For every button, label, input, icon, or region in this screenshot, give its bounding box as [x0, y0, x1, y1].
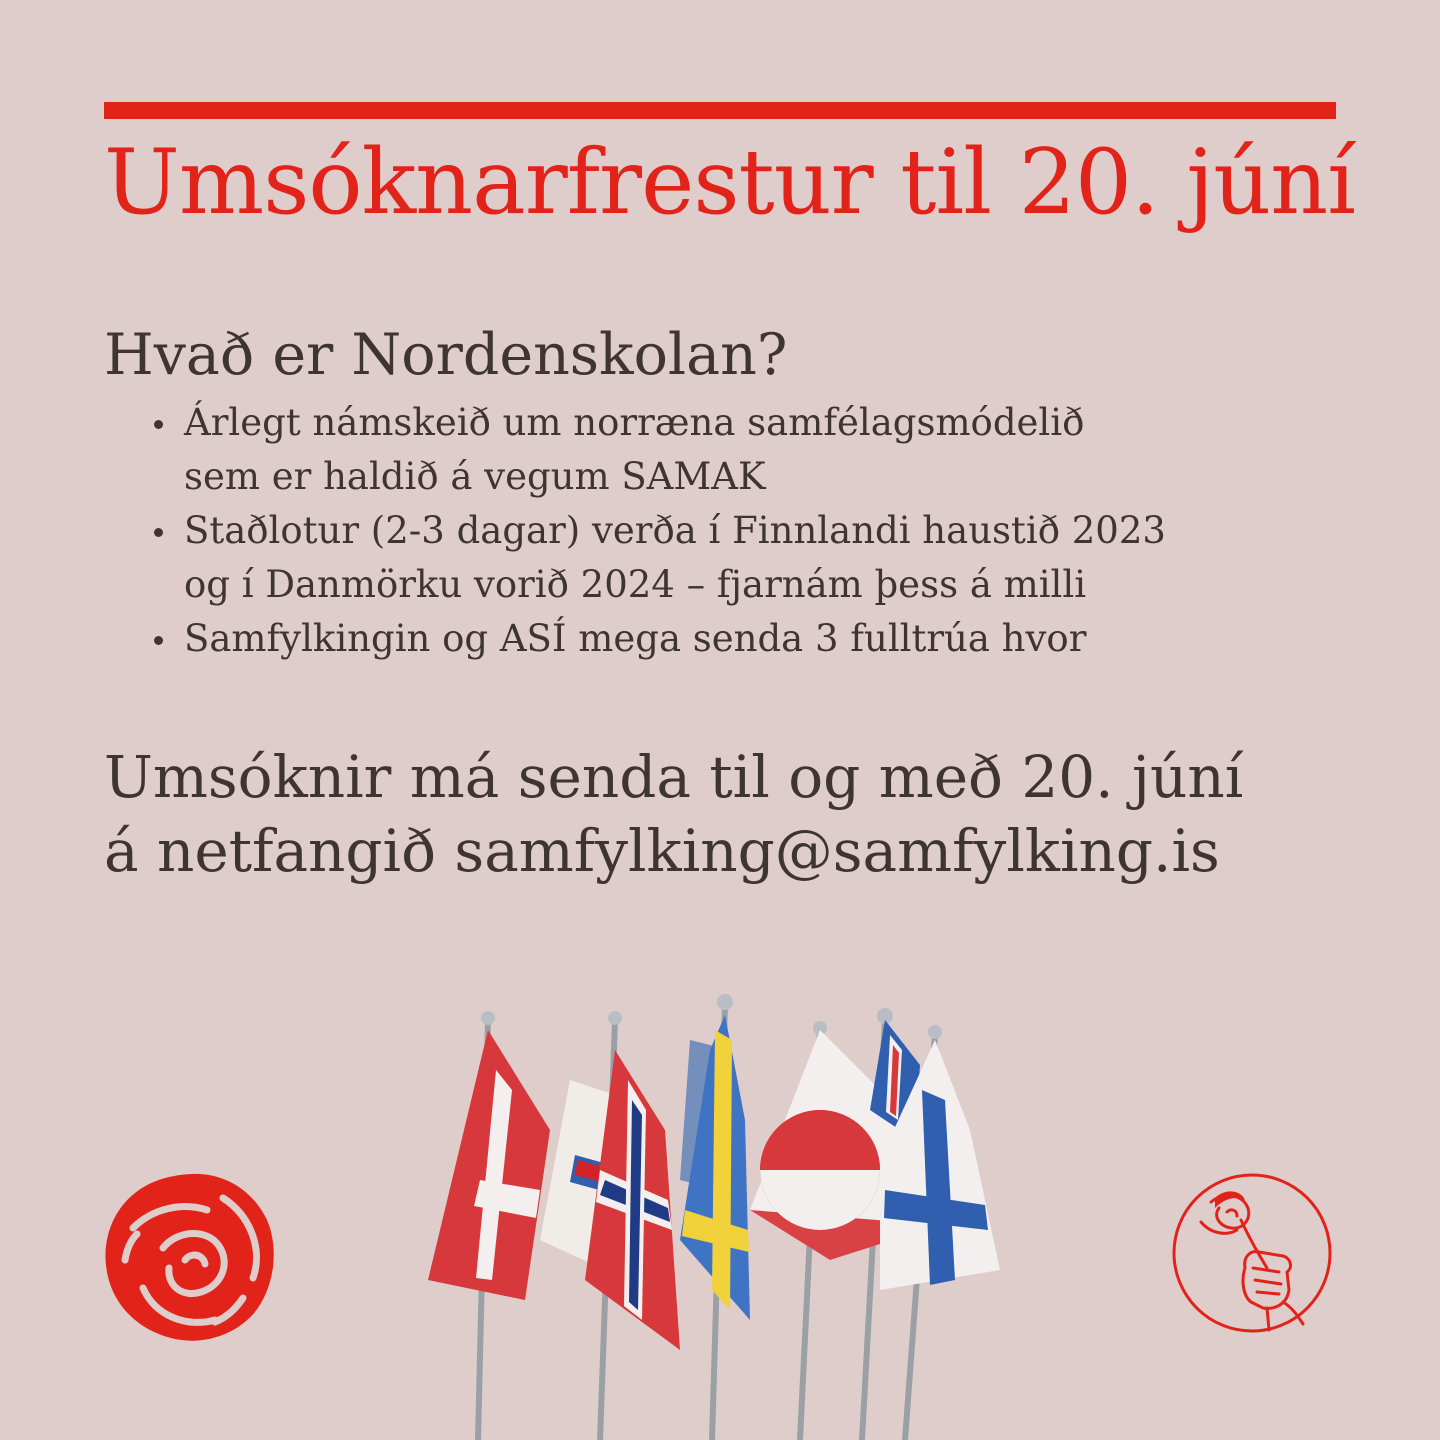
top-red-rule — [104, 102, 1336, 119]
fist-and-rose-emblem-icon — [1171, 1172, 1333, 1334]
bullet-item — [150, 396, 1350, 504]
nordic-flags-image — [400, 990, 1040, 1440]
application-deadline-text: Umsóknir má senda til og með 20. júní — [104, 743, 1244, 811]
bullet-text: Samfylkingin og ASÍ mega senda 3 fulltrúa hvor — [184, 617, 1087, 660]
bullet-list — [150, 396, 1350, 666]
bullet-dot-icon — [154, 420, 163, 429]
bullet-text: Árlegt námskeið um norræna samfélagsmódelið sem er haldið á vegum SAMAK — [184, 401, 1085, 498]
section-title: Hvað er Nordenskolan? — [104, 322, 788, 388]
application-email-text: á netfangið samfylking@samfylking.is — [104, 817, 1220, 885]
headline: Umsóknarfrestur til 20. júní — [104, 130, 1355, 235]
bullet-dot-icon — [154, 528, 163, 537]
application-info — [104, 740, 1404, 888]
bullet-dot-icon — [154, 636, 163, 645]
bullet-text: Staðlotur (2-3 dagar) verða í Finnlandi haustið 2023 og í Danmörku vorið 2024 – fjarnám þess á milli — [184, 509, 1166, 606]
bullet-item — [150, 504, 1350, 612]
red-rose-icon — [103, 1168, 279, 1346]
bullet-item — [150, 612, 1350, 666]
